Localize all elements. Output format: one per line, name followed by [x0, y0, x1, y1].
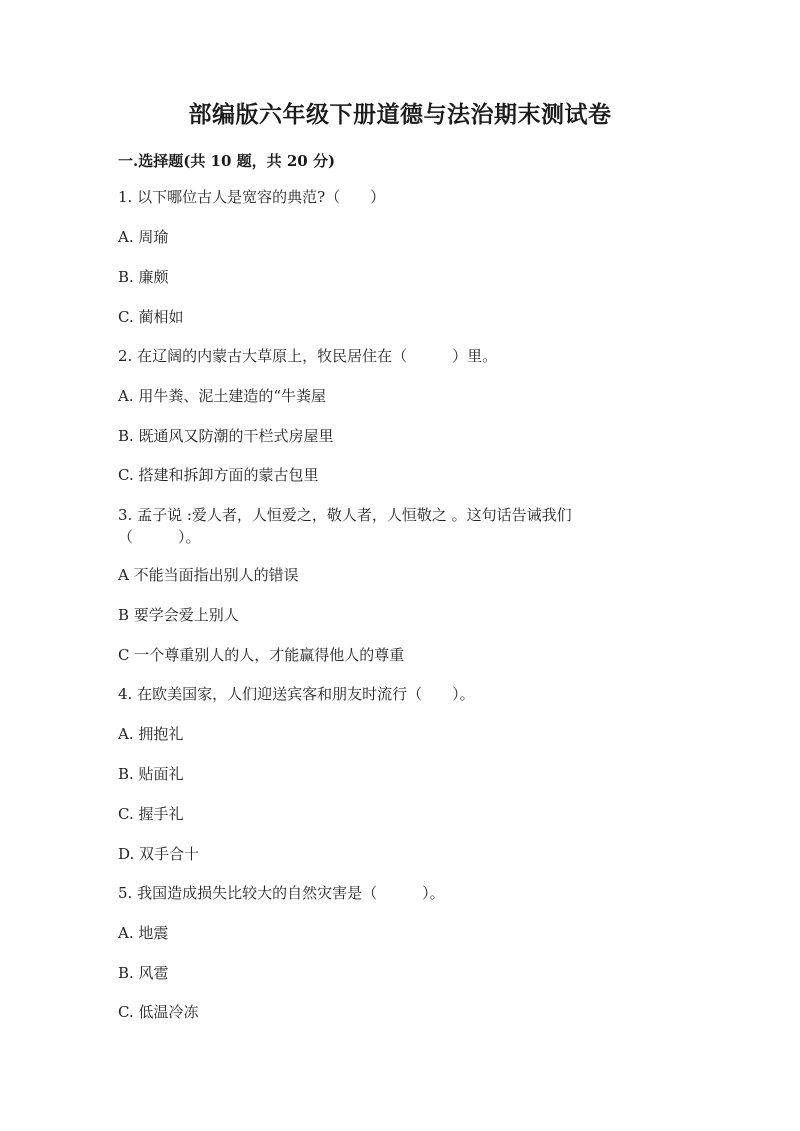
- question-3-stem: 3. 孟子说 :爱人者，人恒爱之，敬人者，人恒敬之 。这句话告诫我们（ ）。: [118, 506, 572, 546]
- question-1-option-c: C. 蔺相如: [118, 308, 184, 326]
- question-4-option-c: C. 握手礼: [118, 805, 184, 823]
- question-5-option-a: A. 地震: [118, 924, 169, 942]
- question-4-option-d: D. 双手合十: [118, 845, 200, 863]
- question-2-stem: 2. 在辽阔的内蒙古大草原上，牧民居住在（ ）里。: [118, 347, 498, 365]
- page-title: 部编版六年级下册道德与法治期末测试卷: [188, 101, 612, 128]
- question-4-stem: 4. 在欧美国家，人们迎送宾客和朋友时流行（ ）。: [118, 685, 475, 703]
- question-2-option-a: A. 用牛粪、泥土建造的“牛粪屋: [118, 387, 327, 405]
- question-3-option-b: B 要学会爱上别人: [118, 606, 239, 624]
- section-heading: 一.选择题(共 10 题，共 20 分): [118, 152, 336, 170]
- question-2-option-b: B. 既通风又防潮的干栏式房屋里: [118, 427, 334, 445]
- question-5-stem: 5. 我国造成损失比较大的自然灾害是（ ）。: [118, 884, 445, 902]
- question-4-option-a: A. 拥抱礼: [118, 725, 184, 743]
- question-3-option-c: C 一个尊重别人的人，才能赢得他人的尊重: [118, 646, 405, 664]
- question-1-option-a: A. 周瑜: [118, 228, 169, 246]
- question-5-option-b: B. 风雹: [118, 964, 169, 982]
- question-5-option-c: C. 低温冷冻: [118, 1003, 199, 1021]
- question-3-option-a: A 不能当面指出别人的错误: [118, 566, 299, 584]
- question-4-option-b: B. 贴面礼: [118, 765, 184, 783]
- question-1-stem: 1. 以下哪位古人是宽容的典范?（ ）: [118, 188, 386, 206]
- question-1-option-b: B. 廉颇: [118, 268, 169, 286]
- question-2-option-c: C. 搭建和拆卸方面的蒙古包里: [118, 466, 319, 484]
